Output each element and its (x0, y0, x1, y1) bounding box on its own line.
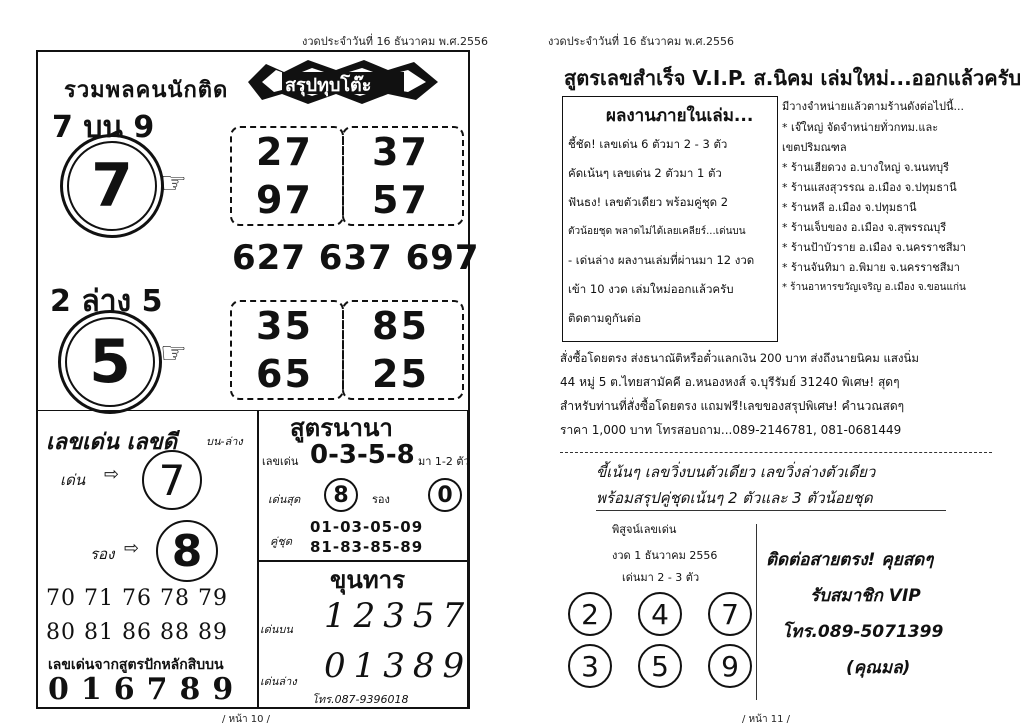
shop-item: * ร้านเฮียดวง อ.บางใหญ่ จ.นนทบุรี (782, 161, 949, 174)
rong-label: รอง (90, 545, 115, 563)
top-pair-2: 37 (372, 130, 429, 174)
contents-line: เข้า 10 งวด เล่มใหม่ออกแล้วครับ (568, 282, 734, 296)
top-label: 7 บน 9 (52, 110, 155, 145)
pointing-hand-icon: ☞ (160, 166, 187, 201)
proof-number: 9 (708, 644, 752, 688)
shop-item: * ร้านหลี อ.เมือง จ.ปทุมธานี (782, 201, 917, 214)
contents-line: - เด่นล่าง ผลงานเล่มที่ผ่านมา 12 งวด (568, 253, 755, 267)
promo-line-2: พร้อมสรุปคู่ชุดเน้นๆ 2 ตัวและ 3 ตัวน้อยชุด (596, 489, 873, 507)
bottom-pair-3: 65 (256, 352, 313, 396)
top-pair-3: 97 (256, 178, 313, 222)
nana-kuchud-1: 01-03-05-09 (310, 518, 424, 536)
khun-bon-label: เด่นบน (260, 623, 293, 636)
contents-lines (568, 130, 774, 333)
promo-line-1: ขี้เน้นๆ เลขวิ่งบนตัวเดียว เลขวิ่งล่างตัวเดียว (596, 463, 876, 481)
lekden-title: เลขเด่น เลขดี (46, 430, 177, 455)
nana-den-numbers: 0-3-5-8 (310, 440, 415, 470)
triples-line: 627 637 697 (232, 238, 480, 278)
right-page-number: / หน้า 11 / (742, 714, 791, 725)
nana-den-label: เลขเด่น (262, 455, 299, 468)
proof-label: พิสูจน์เลขเด่น (612, 523, 677, 536)
left-header: งวดประจำวันที่ 16 ธันวาคม พ.ศ.2556 (302, 35, 488, 48)
proof-number: 7 (708, 592, 752, 636)
contact-line-1: ติดต่อสายตรง! คุยสดๆ (766, 550, 934, 570)
contents-line: ตัวน้อยชุด พลาดไม่ได้เลยเคลียร์...เด่นบน (568, 226, 746, 237)
lekden-number: 7 (142, 450, 202, 510)
order-line: สั่งซื้อโดยตรง ส่งธนาณัติหรือตั๋วแลกเงิน 200 บาท ส่งถึงนายนิคม แสงนิ่ม (560, 351, 919, 365)
proof-hit: เด่นมา 2 - 3 ตัว (622, 571, 700, 584)
top-pair-4: 57 (372, 178, 429, 222)
sibbon-label: เลขเด่นจากสูตรปักหลักสิบบน (48, 657, 224, 673)
bottom-pair-1: 35 (256, 304, 313, 348)
contents-line: ติดตามดูกันต่อ (568, 311, 642, 325)
bottom-pair-2: 85 (372, 304, 429, 348)
order-info (560, 346, 1000, 442)
khun-bon-numbers: 12357 (324, 596, 473, 636)
shops-intro: มีวางจำหน่ายแล้วตามร้านดังต่อไปนี้... (782, 100, 964, 113)
nana-title: สูตรนานา (290, 414, 393, 442)
shop-item: * ร้านจันทิมา อ.พิมาย จ.นครราชสีมา (782, 261, 960, 274)
contact-divider (756, 524, 757, 700)
khun-phone: โทร.087-9396018 (312, 693, 409, 706)
shop-item: เขตปริมณฑล (782, 141, 847, 154)
bottom-label: 2 ล่าง 5 (50, 284, 163, 319)
banner-title: สรุปทุบโต๊ะ (285, 75, 372, 96)
right-header: งวดประจำวันที่ 16 ธันวาคม พ.ศ.2556 (548, 35, 734, 48)
arrow-right-icon: ⇨ (104, 464, 120, 485)
khun-lang-label: เด่นล่าง (260, 675, 297, 688)
shop-item: * เจ๊ใหญ่ จัดจำหน่ายทั่วกทม.และ (782, 121, 939, 134)
proof-draw: งวด 1 ธันวาคม 2556 (612, 549, 718, 562)
order-line: สำหรับท่านที่สั่งซื้อโดยตรง แถมฟรี!เลขของสรุปพิเศษ! คำนวณสดๆ (560, 399, 905, 413)
divider (560, 452, 992, 453)
nana-rong-number: 0 (428, 478, 462, 512)
top-circle (60, 134, 164, 238)
left-page-number: / หน้า 10 / (222, 714, 271, 725)
contact-line-2: รับสมาชิก VIP (810, 586, 921, 606)
contact-name: (คุณมล) (846, 658, 911, 678)
order-line: ราคา 1,000 บาท โทรสอบถาม...089-2146781, 081-0681449 (560, 423, 902, 437)
shop-list (782, 96, 992, 298)
bottom-circle-number: 5 (65, 317, 155, 407)
contents-line: ฟันธง! เลขตัวเดียว พร้อมคู่ชุด 2 (568, 195, 729, 209)
nana-sud-label: เด่นสุด (268, 493, 301, 506)
contents-title: ผลงานภายในเล่ม... (606, 106, 754, 126)
shop-item: * ร้านแสงสุวรรณ อ.เมือง จ.ปทุมธานี (782, 181, 957, 194)
top-pair-1: 27 (256, 130, 313, 174)
khun-title: ขุนทาร (330, 566, 405, 594)
top-circle-number: 7 (67, 141, 157, 231)
nana-den-suffix: มา 1-2 ตัว (418, 455, 470, 468)
shop-item: * ร้านป้าบัวราย อ.เมือง จ.นครราชสีมา (782, 241, 966, 254)
numbers-row-2: 80 81 86 88 89 (46, 620, 228, 645)
order-line: 44 หมู่ 5 ต.ไทยสามัคคี อ.หนองหงส์ จ.บุรีรัมย์ 31240 พิเศษ! สุดๆ (560, 375, 900, 389)
bottom-pair-4: 25 (372, 352, 429, 396)
nana-rong-label: รอง (372, 493, 390, 506)
bottom-circle (58, 310, 162, 414)
pointing-hand-icon: ☞ (160, 336, 187, 371)
contents-line: ชี้ชัด! เลขเด่น 6 ตัวมา 2 - 3 ตัว (568, 137, 728, 151)
shop-item: * ร้านอาหารขวัญเจริญ อ.เมือง จ.ขอนแก่น (782, 282, 966, 293)
shop-item: * ร้านเจ็บของ อ.เมือง จ.สุพรรณบุรี (782, 221, 947, 234)
arrow-right-icon: ⇨ (124, 538, 140, 559)
nana-kuchud-label: คู่ชุด (270, 535, 292, 548)
left-title: รวมพลคนนักติด (64, 78, 229, 103)
contact-phone: โทร.089-5071399 (782, 622, 944, 642)
right-headline: สูตรเลขสำเร็จ V.I.P. ส.นิคม เล่มใหม่...ออกแล้วครับ (564, 66, 1022, 90)
proof-number: 2 (568, 592, 612, 636)
proof-number: 4 (638, 592, 682, 636)
rong-number: 8 (156, 520, 218, 582)
lekden-sub: บน-ล่าง (206, 435, 243, 448)
contents-line: คัดเน้นๆ เลขเด่น 2 ตัวมา 1 ตัว (568, 166, 722, 180)
numbers-row-1: 70 71 76 78 79 (46, 586, 228, 611)
proof-number: 3 (568, 644, 612, 688)
lekden-label: เด่น (60, 471, 86, 489)
nana-sud-number: 8 (324, 478, 358, 512)
promo-underline (596, 510, 946, 511)
proof-number: 5 (638, 644, 682, 688)
khun-lang-numbers: 01389 (324, 646, 473, 686)
sibbon-numbers: 016789 (48, 672, 246, 707)
nana-kuchud-2: 81-83-85-89 (310, 538, 424, 556)
